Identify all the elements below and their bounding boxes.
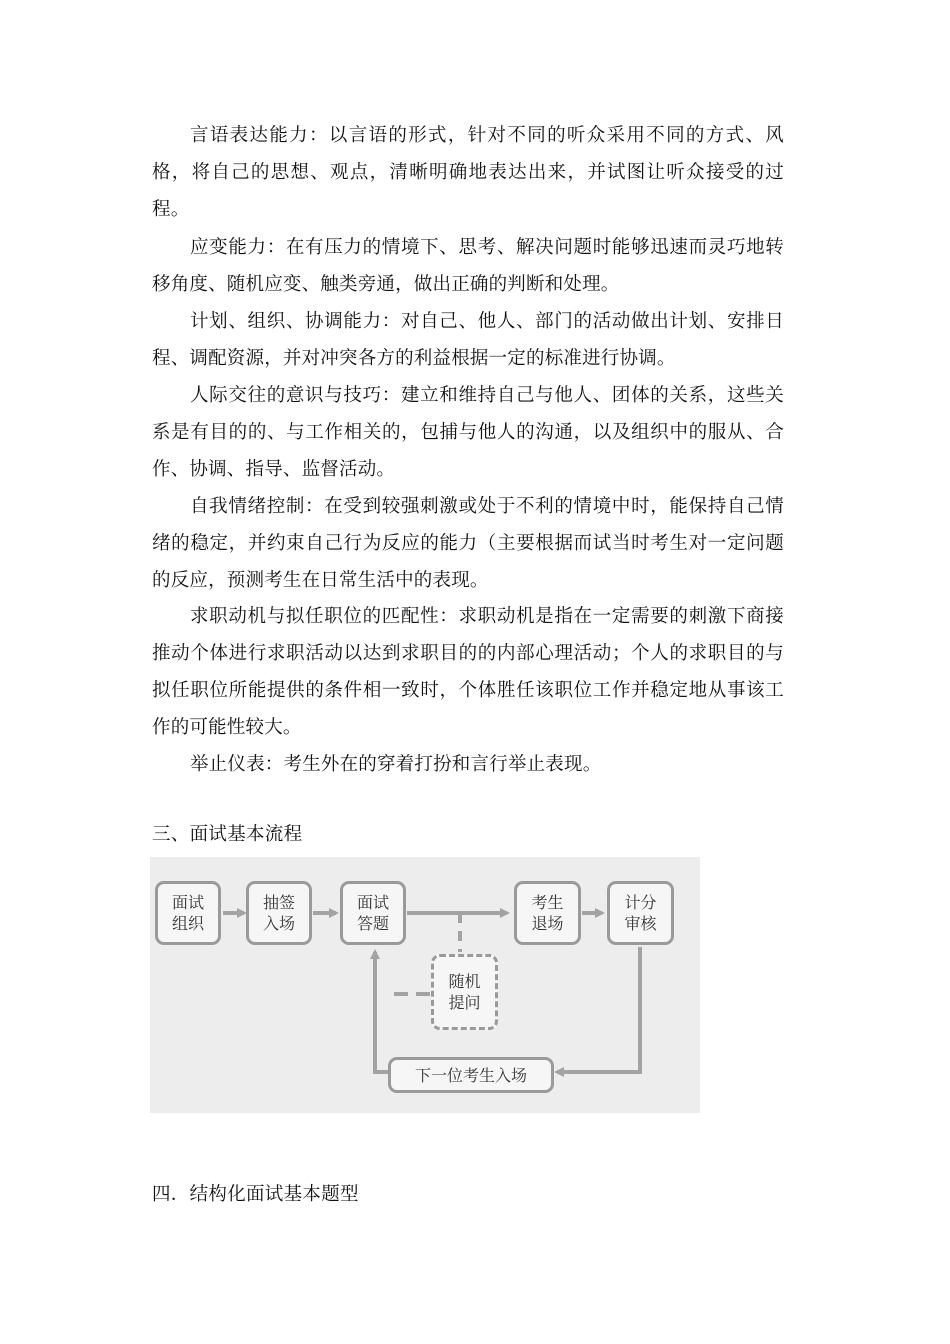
arrow-next-to-answer <box>375 952 388 1072</box>
paragraph-appearance: 举止仪表：考生外在的穿着打扮和言行举止表现。 <box>190 754 602 775</box>
paragraph-verbal-expression: 言语表达能力：以言语的形式，针对不同的听众采用不同的方式、风格，将自己的思想、观点，清晰明确地表达出来，并试图让听众接受的过程。 <box>152 125 784 220</box>
flow-node-interview-organize: 面试 组织 <box>155 881 221 945</box>
paragraph-adaptability: 应变能力：在有压力的情境下、思考、解决问题时能够迅速而灵巧地转移角度、随机应变、触类旁通，做出正确的判断和处理。 <box>152 237 784 295</box>
flow-node-random-questions: 随机 提问 <box>431 954 498 1030</box>
flow-node-score-review: 计分 审核 <box>607 881 674 945</box>
flow-node-next-candidate: 下一位考生入场 <box>388 1057 554 1093</box>
section-3-heading: 三、面试基本流程 <box>152 824 303 845</box>
arrow-score-to-next <box>557 947 640 1072</box>
section-4-heading: 四．结构化面试基本题型 <box>152 1184 359 1205</box>
paragraph-planning-coordination: 计划、组织、协调能力：对自己、他人、部门的活动做出计划、安排日程、调配资源，并对冲突各方的利益根据一定的标准进行协调。 <box>152 311 784 369</box>
paragraph-job-motivation: 求职动机与拟任职位的匹配性：求职动机是指在一定需要的刺激下商接推动个体进行求职活动以达到求职目的的内部心理活动；个人的求职目的与拟任职位所能提供的条件相一致时，个体胜任该职位工作并稳定地从事该工作的可能性较大。 <box>152 606 784 738</box>
paragraph-interpersonal-skills: 人际交往的意识与技巧：建立和维持自己与他人、团体的关系，这些关系是有目的的、与工作相关的，包捕与他人的沟通，以及组织中的服从、合作、协调、指导、监督活动。 <box>152 385 784 480</box>
paragraph-emotion-control: 自我情绪控制：在受到较强刺激或处于不利的情境中时，能保持自己情绪的稳定，并约束自己行为反应的能力（主要根据而试当时考生对一定问题的反应，预测考生在日常生活中的表现。 <box>152 496 784 591</box>
interview-flowchart <box>150 857 700 1113</box>
flow-node-draw-lots: 抽签 入场 <box>246 881 312 945</box>
flow-node-candidate-exit: 考生 退场 <box>514 881 581 945</box>
flow-node-answer-questions: 面试 答题 <box>340 881 406 945</box>
